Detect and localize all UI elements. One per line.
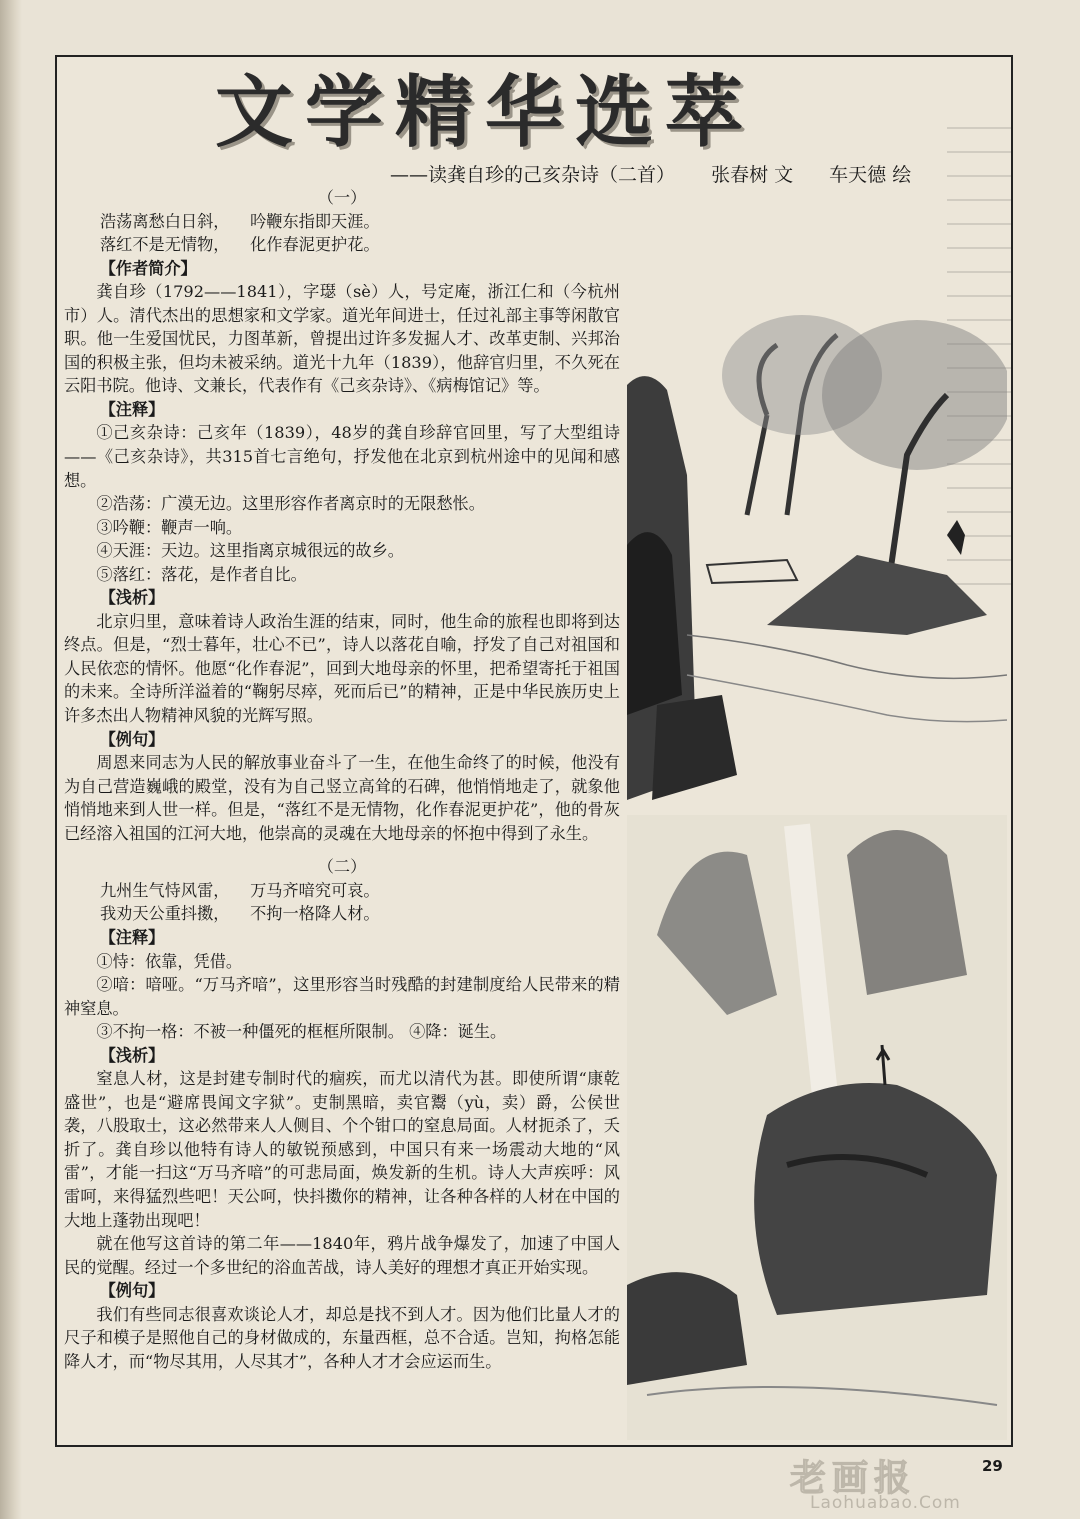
poem2-line2: 我劝天公重抖擞， 不拘一格降人材。: [100, 904, 380, 924]
article-subtitle: [390, 160, 990, 187]
illustrator-credit: 车天德 绘: [829, 164, 912, 186]
analysis-paragraph-1: 北京归里，意味着诗人政治生涯的结束，同时，他生命的旅程也即将到达终点。但是，“烈士暮年，壮心不已”，诗人以落花自喻，抒发了自己对祖国和人民依恋的情怀。他愿“化作春泥”，回到大地母亲的怀里，把希望寄托于祖国的未来。全诗所洋溢着的“鞠躬尽瘁，死而后已”的精神，正是中华民族历史上许多杰出人物精神风貌的光辉写照。: [64, 611, 620, 726]
analysis-heading-2: 【浅析】: [99, 1045, 165, 1065]
poem1-line2: 落红不是无情物， 化作春泥更护花。: [100, 235, 380, 255]
note-1-2: ②浩荡：广漠无边。这里形容作者离京时的无限愁怅。: [96, 494, 485, 514]
example-paragraph-1: 周恩来同志为人民的解放事业奋斗了一生，在他生命终了的时候，他没有为自己营造巍峨的殿堂，没有为自己竖立高耸的石碑，他悄悄地走了，就象他悄悄地来到人世一样。但是，“落红不是无情物，化作春泥更护花”，他的骨灰已经溶入祖国的江河大地，他崇高的灵魂在大地母亲的怀抱中得到了永生。: [64, 753, 620, 843]
page-number: 29: [982, 1457, 1003, 1475]
page-binding-edge: [0, 0, 22, 1519]
article-body: [64, 186, 620, 1373]
poem2-line1: 九州生气恃风雷， 万马齐喑究可哀。: [100, 880, 380, 900]
example-heading-1: 【例句】: [99, 729, 165, 749]
example-paragraph-2: 我们有些同志很喜欢谈论人才，却总是找不到人才。因为他们比量人才的尺子和模子是照他自己的身材做成的，东量西框，总不合适。岂知，拘格怎能降人才，而“物尽其用，人尽其才”，各种人才才会应运而生。: [64, 1304, 620, 1371]
subtitle-text: ——读龚自珍的己亥杂诗（二首）: [390, 164, 676, 186]
note-2-1: ①恃：依靠，凭借。: [96, 951, 243, 971]
note-2-3: ③不拘一格：不被一种僵死的框框所限制。 ④降：诞生。: [96, 1022, 507, 1042]
example-heading-2: 【例句】: [99, 1281, 165, 1301]
upper-scene-image: [627, 315, 1007, 800]
poem1-line1: 浩荡离愁白日斜， 吟鞭东指即天涯。: [100, 211, 380, 231]
page-title: 文学精华选萃: [215, 68, 756, 158]
note-2-2: ②喑：喑哑。“万马齐喑”，这里形容当时残酷的封建制度给人民带来的精神窒息。: [64, 975, 620, 1018]
note-1-3: ③吟鞭：鞭声一响。: [96, 517, 243, 537]
watermark-logo: 老画报: [790, 1458, 917, 1499]
analysis-paragraph-2a: 窒息人材，这是封建专制时代的痼疾，而尤以清代为甚。即使所谓“康乾盛世”，也是“避席畏闻文字狱”。吏制黑暗，卖官鬻（yù，卖）爵，公侯世袭，八股取士，这必然带来人人侧目、个个钳口的窒息局面。人材扼杀了，夭折了。龚自珍以他特有诗人的敏锐预感到，中国只有来一场震动大地的“风雷”，才能一扫这“万马齐喑”的可悲局面，焕发新的生机。诗人大声疾呼：风雷呵，来得猛烈些吧！天公呵，快抖擞你的精神，让各种各样的人材在中国的大地上蓬勃出现吧！: [64, 1069, 620, 1230]
bio-paragraph: 龚自珍（1792——1841），字璱（sè）人，号定庵，浙江仁和（今杭州市）人。清代杰出的思想家和文学家。道光年间进士，任过礼部主事等闲散官职。他一生爱国忧民，力图革新，曾提出过许多发掘人才、改革吏制、兴邦治国的积极主张，但均未被采纳。道光十九年（1839），他辞官归里，不久死在云阳书院。他诗、文兼长，代表作有《己亥杂诗》、《病梅馆记》等。: [64, 282, 620, 396]
watermark-url: Laohuabao.Com: [810, 1493, 961, 1513]
section-label-1: （一）: [317, 188, 367, 207]
note-1-4: ④天涯：天边。这里指离京城很远的故乡。: [96, 541, 404, 561]
ink-landscape-illustration: [627, 215, 1007, 1440]
author-credit: 张春树 文: [711, 164, 794, 186]
lower-scene-image: [627, 815, 1007, 1440]
note-1-1: ①己亥杂诗：己亥年（1839），48岁的龚自珍辞官回里，写了大型组诗——《己亥杂诗》，共315首七言绝句，抒发他在北京到杭州途中的见闻和感想。: [64, 423, 620, 490]
notes-heading-2: 【注释】: [99, 927, 165, 947]
note-1-5: ⑤落红：落花，是作者自比。: [96, 564, 307, 584]
section-label-2: （二）: [317, 857, 367, 877]
notes-heading-1: 【注释】: [99, 399, 165, 419]
analysis-paragraph-2b: 就在他写这首诗的第二年——1840年，鸦片战争爆发了，加速了中国人民的觉醒。经过一个多世纪的浴血苦战，诗人美好的理想才真正开始实现。: [64, 1234, 620, 1277]
analysis-heading-1: 【浅析】: [99, 588, 165, 608]
section-gap: [64, 845, 620, 855]
bio-heading: 【作者简介】: [99, 258, 197, 278]
